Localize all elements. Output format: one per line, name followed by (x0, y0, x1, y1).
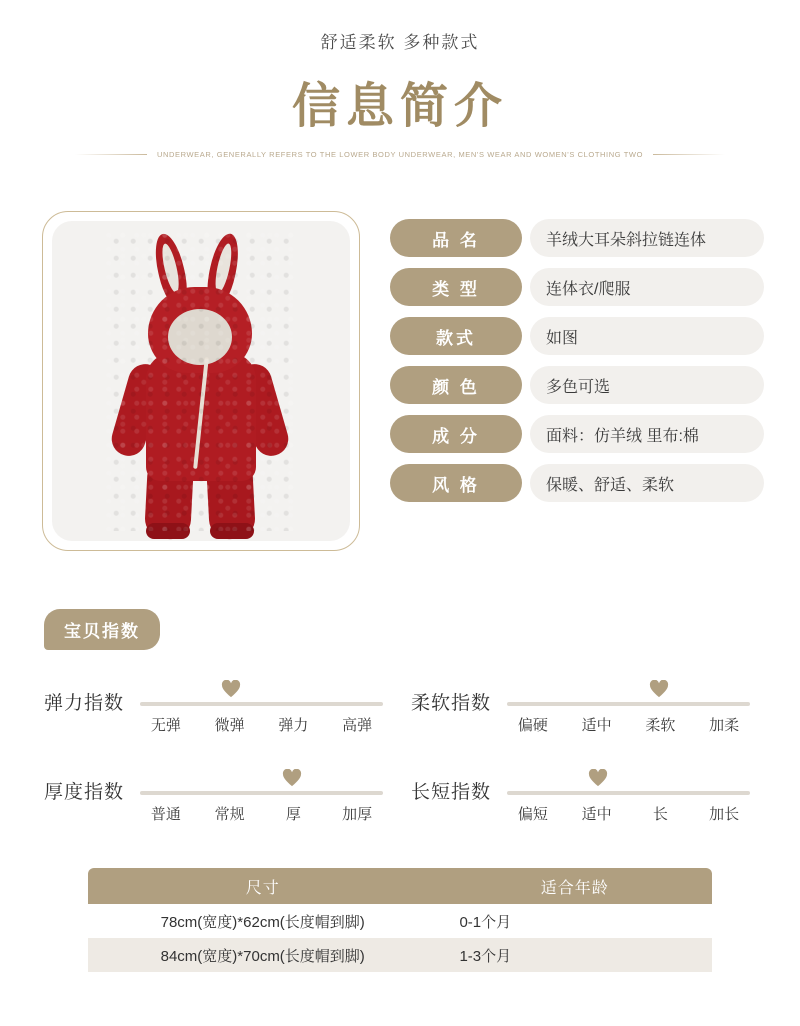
meter-ticks (501, 803, 756, 824)
spec-key: 类 型 (390, 268, 522, 306)
baby-index-tag: 宝贝指数 (44, 609, 160, 650)
meter-tick: 偏短 (517, 806, 548, 823)
cell-age: 1-3个月 (437, 938, 712, 972)
meter-ticks (134, 714, 389, 735)
index-meter (134, 765, 389, 824)
meter-tick: 柔软 (645, 717, 676, 734)
spec-row (390, 415, 764, 453)
baby-index-section (0, 609, 800, 824)
column-header-size: 尺寸 (88, 868, 437, 904)
romper-illustration (106, 231, 296, 531)
meter-ticks (134, 803, 389, 824)
size-table-section (0, 868, 800, 972)
product-photo-frame (42, 211, 360, 551)
meter-tick: 加厚 (342, 806, 373, 823)
header-subtitle: 舒适柔软 多种款式 (320, 33, 480, 52)
meter-tick: 偏硬 (517, 717, 548, 734)
meter-tick: 无弹 (150, 717, 181, 734)
spec-value: 多色可选 (530, 366, 764, 404)
meter-ticks (501, 714, 756, 735)
romper-foot-right (210, 523, 254, 539)
meter-tick: 加长 (709, 806, 740, 823)
spec-row (390, 219, 764, 257)
spec-row (390, 268, 764, 306)
index-grid (44, 676, 756, 824)
meter-tick: 适中 (581, 717, 612, 734)
meter-track (140, 791, 383, 795)
meter-tick: 微弹 (214, 717, 245, 734)
romper-hood-lining (168, 309, 232, 365)
heart-marker-icon (649, 680, 669, 698)
spec-row (390, 317, 764, 355)
page-title: 信息简介 (291, 80, 508, 133)
index-item-thickness (44, 765, 389, 824)
spec-value: 羊绒大耳朵斜拉链连体 (530, 219, 764, 257)
index-label: 厚度指数 (44, 782, 125, 803)
table-row (88, 904, 712, 938)
spec-value: 保暖、舒适、柔软 (530, 464, 764, 502)
page-header (0, 0, 800, 159)
header-english-wrap (0, 150, 800, 159)
cell-size: 78cm(宽度)*62cm(长度帽到脚) (88, 904, 437, 938)
spec-key: 款式 (390, 317, 522, 355)
size-table (88, 868, 712, 972)
index-item-elasticity (44, 676, 389, 735)
meter-tick: 适中 (581, 806, 612, 823)
index-label: 柔软指数 (411, 693, 492, 714)
heart-marker-icon (588, 769, 608, 787)
spec-row (390, 366, 764, 404)
spec-value: 连体衣/爬服 (530, 268, 764, 306)
meter-tick: 常规 (214, 806, 245, 823)
meter-tick: 普通 (150, 806, 181, 823)
index-item-length (411, 765, 756, 824)
meter-track (507, 702, 750, 706)
meter-track (507, 791, 750, 795)
heart-marker-icon (282, 769, 302, 787)
meter-track (140, 702, 383, 706)
meter-tick: 长 (652, 806, 668, 823)
product-photo (52, 221, 350, 541)
table-row (88, 938, 712, 972)
size-table-body (88, 904, 712, 972)
index-label: 弹力指数 (44, 693, 125, 714)
divider-left (75, 154, 147, 155)
meter-tick: 加柔 (709, 717, 740, 734)
meter-tick: 厚 (285, 806, 301, 823)
info-section (0, 211, 800, 551)
spec-key: 成 分 (390, 415, 522, 453)
cell-size: 84cm(宽度)*70cm(长度帽到脚) (88, 938, 437, 972)
spec-list (390, 219, 764, 502)
header-english-caption: UNDERWEAR, GENERALLY REFERS TO THE LOWER BODY UNDERWEAR, MEN'S WEAR AND WOMEN'S CLOTHING TWO (156, 150, 644, 159)
index-meter (134, 676, 389, 735)
spec-value: 如图 (530, 317, 764, 355)
index-label: 长短指数 (411, 782, 492, 803)
romper-hood (148, 287, 252, 373)
index-meter (501, 676, 756, 735)
spec-value: 面料：仿羊绒 里布:棉 (530, 415, 764, 453)
column-header-age: 适合年龄 (437, 868, 712, 904)
index-item-softness (411, 676, 756, 735)
divider-right (653, 154, 725, 155)
index-meter (501, 765, 756, 824)
cell-age: 0-1个月 (437, 904, 712, 938)
spec-key: 品 名 (390, 219, 522, 257)
table-header-row (88, 868, 712, 904)
heart-marker-icon (221, 680, 241, 698)
spec-key: 颜 色 (390, 366, 522, 404)
spec-row (390, 464, 764, 502)
meter-tick: 高弹 (342, 717, 373, 734)
romper-foot-left (146, 523, 190, 539)
spec-key: 风 格 (390, 464, 522, 502)
meter-tick: 弹力 (278, 717, 309, 734)
size-table-head (88, 868, 712, 904)
